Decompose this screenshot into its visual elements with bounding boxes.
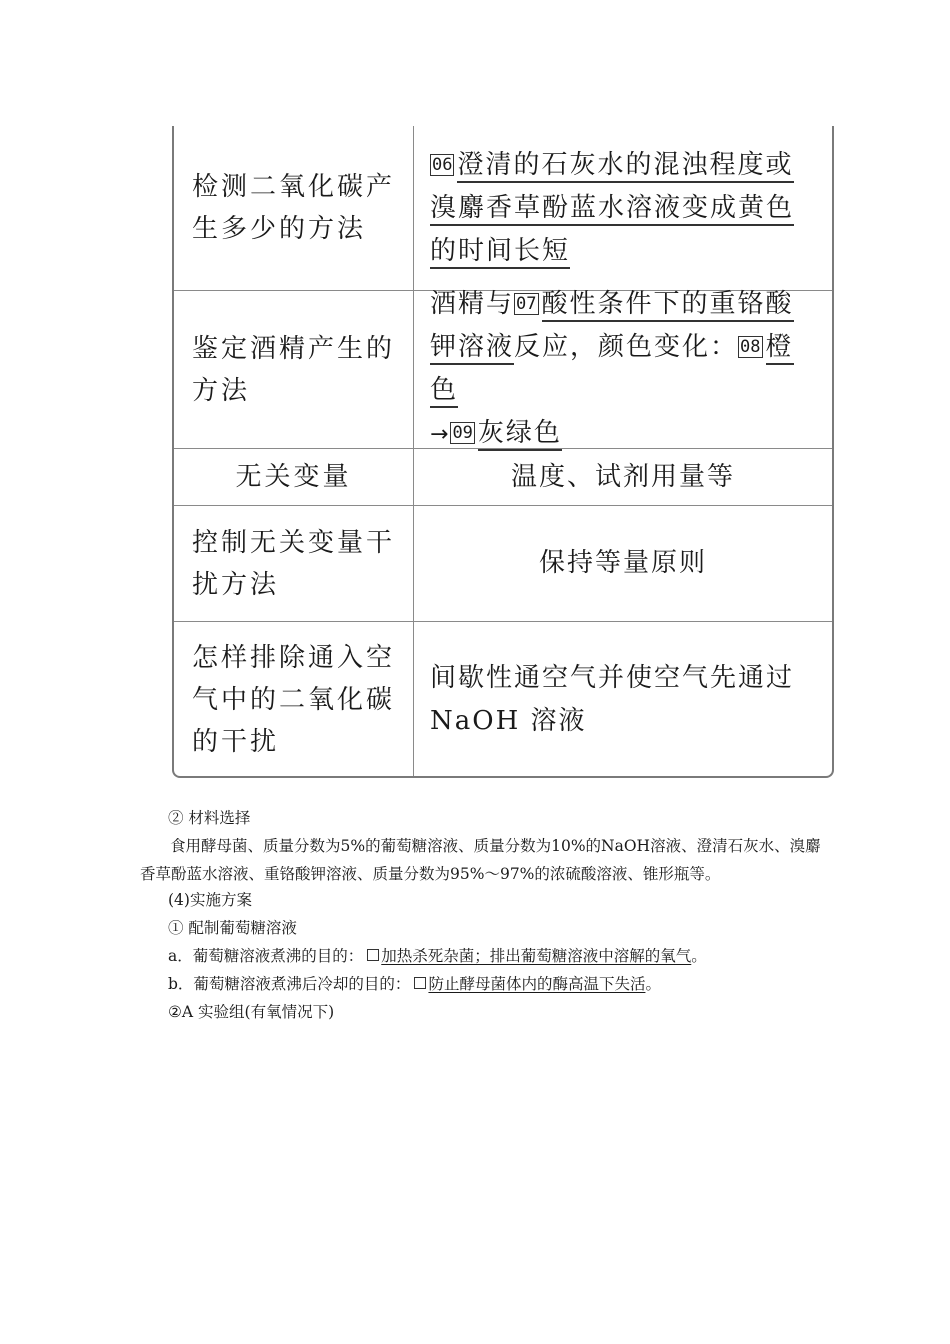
row-value: 酒精与 07 酸性条件下的重铬酸钾溶液反应，颜色变化： 08 橙色 → 09 灰绿色 [414, 291, 832, 448]
checkbox-icon [414, 977, 426, 989]
row-label: 控制无关变量干扰方法 [174, 506, 414, 621]
table-row [174, 449, 832, 506]
row-label: 怎样排除通入空气中的二氧化碳的干扰 [174, 622, 414, 778]
material-text: 食用酵母菌、质量分数为5%的葡萄糖溶液、质量分数为10%的NaOH溶液、澄清石灰水、溴麝香草酚蓝水溶液、重铬酸钾溶液、质量分数为95%～97%的浓硫酸溶液、锥形瓶等。 [140, 837, 821, 883]
answer-number: 09 [452, 423, 473, 443]
checkbox-icon [367, 949, 379, 961]
row-value: 保持等量原则 [538, 548, 707, 578]
experiment-table [172, 126, 834, 778]
row-value [414, 126, 832, 290]
answer-text: 酸性条件下的重铬酸钾溶液 [430, 289, 794, 365]
table-row [174, 622, 832, 778]
table-row [174, 506, 832, 622]
arrow-icon: → [430, 422, 451, 447]
answer-text: 灰绿色 [478, 418, 562, 451]
step1-title: ① 配制葡萄糖溶液 [168, 919, 297, 937]
row-label: 鉴定酒精产生的方法 [174, 291, 414, 448]
row-label: 检测二氧化碳产生多少的方法 [174, 126, 414, 290]
table-row [174, 126, 832, 291]
answer-number: 07 [516, 294, 537, 314]
row-label: 无关变量 [174, 449, 414, 505]
material-title: ② 材料选择 [168, 809, 251, 827]
table-row [174, 291, 832, 449]
answer-b: 防止酵母菌体内的酶高温下失活 [428, 975, 646, 993]
step-b: b．葡萄糖溶液煮沸后冷却的目的： 防止酵母菌体内的酶高温下失活。 [168, 975, 661, 993]
plan-title: (4)实施方案 [168, 891, 252, 909]
answer-number: 08 [740, 337, 761, 357]
answer-text: 橙色 [430, 332, 794, 408]
row-value: 温度、试剂用量等 [510, 461, 735, 492]
row-value: 间歇性通空气并使空气先通过NaOH 溶液 [430, 663, 795, 736]
step-a: a．葡萄糖溶液煮沸的目的： 加热杀死杂菌；排出葡萄糖溶液中溶解的氧气。 [168, 947, 707, 965]
answer-number: 06 [432, 154, 453, 175]
step2-title: ②A 实验组(有氧情况下) [168, 1003, 335, 1021]
answer-text: 澄清的石灰水的混浊程度或溴麝香草酚蓝水溶液变成黄色的时间长短 [430, 150, 794, 269]
answer-a: 加热杀死杂菌；排出葡萄糖溶液中溶解的氧气 [381, 947, 692, 965]
